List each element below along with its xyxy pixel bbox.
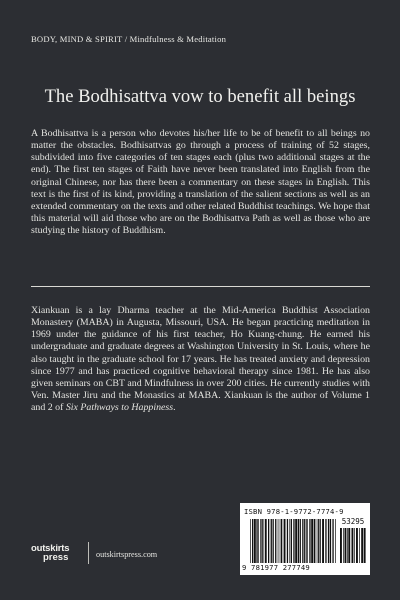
publisher-logo-line1: outskirts [31, 543, 70, 554]
barcode-bar [356, 528, 358, 563]
barcode-bar [352, 528, 354, 563]
publisher-url: outskirtspress.com [96, 550, 158, 559]
barcode-bar [268, 519, 269, 563]
barcode-bar [314, 519, 315, 563]
section-divider [31, 286, 370, 287]
barcode-bar [318, 519, 319, 563]
barcode-bar [309, 519, 310, 563]
isbn-label: ISBN 978-1-9772-7774-9 [244, 507, 344, 516]
author-book-title: Six Pathways to Happiness [65, 402, 174, 414]
barcode-bar [345, 528, 347, 563]
ean-number: 9 781977 277749 [242, 563, 310, 572]
barcode-bar [271, 519, 272, 563]
price-addon-number: 53295 [341, 517, 365, 526]
barcode-bar [304, 519, 305, 563]
publisher-divider [88, 542, 89, 564]
barcode-bar [330, 519, 331, 563]
barcode-bar [302, 519, 303, 563]
publisher-logo-line2: press [43, 552, 69, 563]
barcode-bar [250, 519, 251, 563]
barcode-bar [289, 519, 290, 563]
barcode-bar [348, 528, 350, 563]
barcode-bar [287, 519, 288, 563]
tagline-heading: The Bodhisattva vow to benefit all beings [44, 86, 356, 107]
author-bio [31, 305, 370, 414]
barcode-bar [354, 528, 355, 563]
barcode-bar [291, 519, 292, 563]
barcode-bar [343, 528, 344, 563]
barcode-bar [306, 519, 307, 563]
barcode-bar [328, 519, 329, 563]
ean-barcode [250, 519, 336, 563]
category-label: BODY, MIND & SPIRIT / Mindfulness & Meditation [31, 34, 227, 44]
barcode-bar [335, 519, 336, 563]
author-bio-end: . [173, 402, 176, 414]
barcode-bar [320, 519, 321, 563]
barcode-bar [340, 528, 342, 563]
barcode-bar [316, 519, 317, 563]
barcode-bar [265, 519, 267, 563]
barcode-bar [325, 519, 326, 563]
addon-barcode [340, 528, 366, 563]
barcode-bar [311, 519, 313, 563]
barcode-bar [347, 528, 348, 563]
barcode-bar [281, 519, 282, 563]
barcode-bar [258, 519, 259, 563]
barcode-bar [359, 528, 360, 563]
barcode-bar [256, 519, 257, 563]
author-bio-text: Xiankuan is a lay Dharma teacher at the Mid-America Buddhist Association Monastery (MABA) in Augusta, Missouri, USA. He began practicing meditation in 1969 under the guidance of his first teacher, Ho Kuang-chung. He earned his undergraduate and graduate degrees at Washington University in St. Louis, where he also taught in the graduate school for 17 years. He has treated anxiety and depression since 1977 and has practiced cognitive behavioral therapy since 1981. He has also given seminars on CBT and Mindfulness in over 200 cities. He currently studies with Ven. Master Jiru and the Monastics at MABA. Xiankuan is the author of Volume 1 and 2 of [31, 305, 370, 414]
barcode-bar [295, 519, 297, 563]
barcode-bar [307, 519, 308, 563]
barcode-bar [284, 519, 286, 563]
publisher-logo [31, 544, 85, 562]
barcode-bar [278, 519, 279, 563]
barcode-bar [252, 519, 253, 563]
barcode-bar [275, 519, 276, 563]
barcode-bar [293, 519, 294, 563]
barcode-bar [280, 519, 281, 563]
barcode-bar [361, 528, 363, 563]
barcode-bar [322, 519, 324, 563]
barcode-bar [364, 528, 366, 563]
barcode-bar [298, 519, 299, 563]
barcode-bar [300, 519, 301, 563]
barcode-panel [240, 503, 370, 575]
barcode-bar [262, 519, 263, 563]
barcode-bar [260, 519, 261, 563]
barcode-bar [332, 519, 333, 563]
book-description: A Bodhisattva is a person who devotes his/her life to be of benefit to all beings no matter the obstacles. Bodhisattvas go through a process of training of 52 stages, subdivided into five categories of ten stages each (plus two additional stages at the end). The first ten stages of Faith have never been translated into English from the original Chinese, nor has there been a commentary on these stages in English. This text is the first of its kind, providing a translation of the salient sections as well as an extended commentary on the texts and other related Buddhist teachings. We hope that this material will aid those who are on the Bodhisattva Path as well as those who are studying the history of Buddhism. [31, 128, 370, 237]
barcode-bar [254, 519, 256, 563]
barcode-bar [273, 519, 274, 563]
